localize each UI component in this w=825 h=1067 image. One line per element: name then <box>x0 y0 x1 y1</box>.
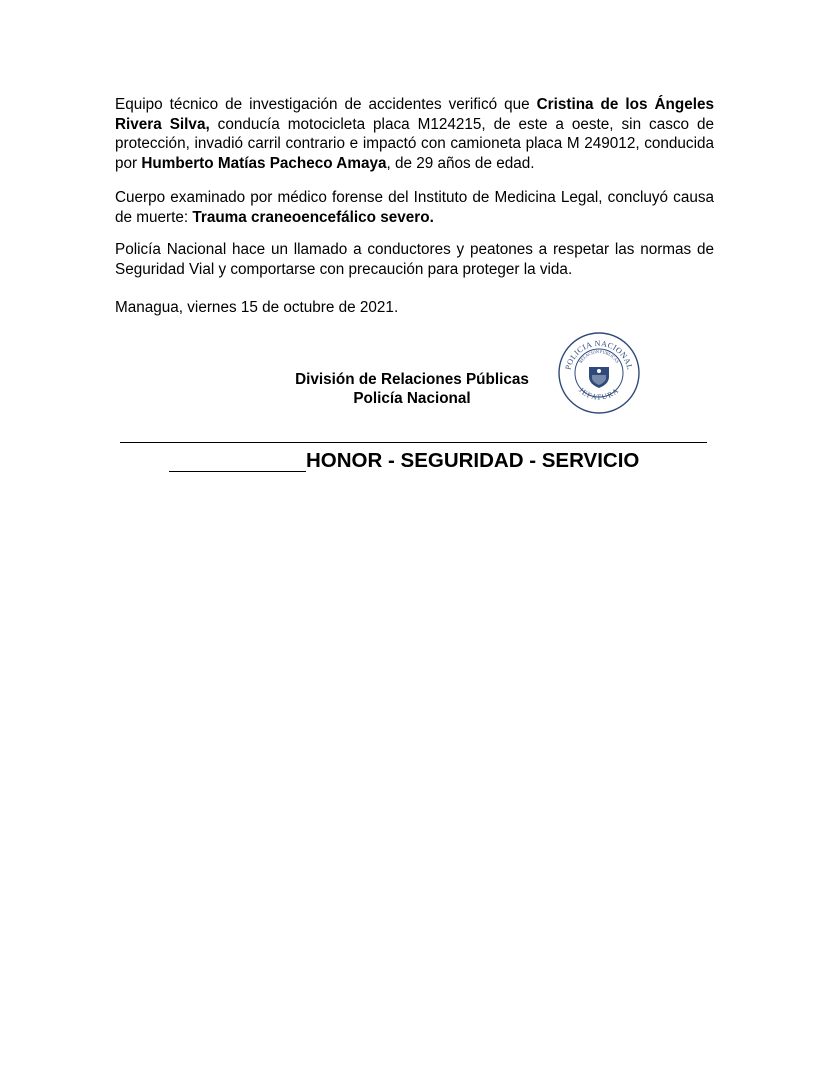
accident-paragraph <box>115 95 714 173</box>
motto-underline <box>169 471 306 472</box>
driver-name: Cristina de los Ángeles Rivera Silva, <box>115 96 714 133</box>
seal-inner-text: RELACION PUBLICAS <box>578 348 621 364</box>
motto: HONOR - SEGURIDAD - SERVICIO <box>306 449 640 472</box>
forensic-paragraph <box>115 188 714 227</box>
police-seal-stamp <box>557 331 641 415</box>
institution-name: Policía Nacional <box>353 390 471 408</box>
seal-bottom-text: JEFATURA <box>577 385 621 402</box>
signature-block <box>262 370 562 409</box>
seal-top-text: POLICIA NACIONAL <box>563 338 635 371</box>
date-line: Managua, viernes 15 de octubre de 2021. <box>115 299 399 316</box>
safety-appeal-paragraph: Policía Nacional hace un llamado a conductores y peatones a respetar las normas de Seguridad Vial y comportarse con precaución para proteger la vida. <box>115 241 714 278</box>
paragraph-text: conducía motocicleta placa M124215, de este a oeste, sin casco de protección, invadió carril contrario e impactó con camioneta placa M 249012, conducida por <box>115 115 714 172</box>
separator-rule <box>120 442 707 443</box>
svg-text:POLICIA NACIONAL <box>563 339 634 371</box>
division-name: División de Relaciones Públicas <box>295 371 529 388</box>
paragraph-text: Cuerpo examinado por médico forense del Instituto de Medicina Legal, concluyó causa de muerte: <box>115 189 714 226</box>
paragraph-text: Equipo técnico de investigación de accidentes verificó que <box>115 96 537 113</box>
cause-of-death: Trauma craneoencefálico severo. <box>192 208 434 226</box>
other-driver-name: Humberto Matías Pacheco Amaya <box>141 154 387 172</box>
paragraph-text: , de 29 años de edad. <box>386 154 535 172</box>
